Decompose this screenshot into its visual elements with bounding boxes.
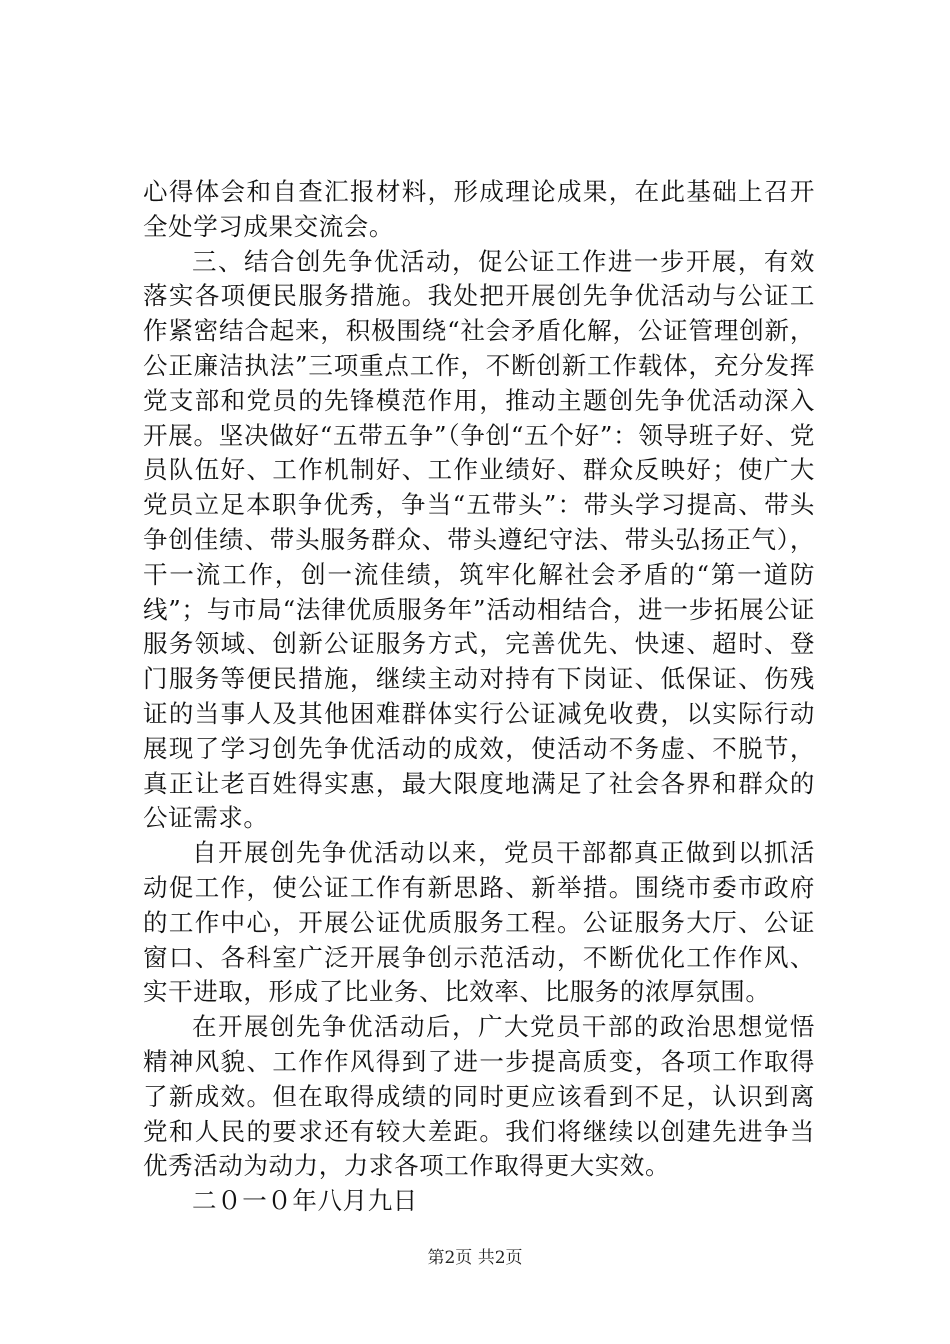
document-date: 二０一０年八月九日	[192, 1186, 418, 1216]
paragraph-section-three: 三、结合创先争优活动，促公证工作进一步开展，有效落实各项便民服务措施。我处把开展创先争优活动与公证工作紧密结合起来，积极围绕“社会矛盾化解，公证管理创新，公正廉洁执法”三项重点工作，不断创新工作载体，充分发挥党支部和党员的先锋模范作用，推动主题创先争优活动深入开展。坚决做好“五带五争”（争创“五个好”：领导班子好、党员队伍好、工作机制好、工作业绩好、群众反映好；使广大党员立足本职争优秀，争当“五带头”：带头学习提高、带头争创佳绩、带头服务群众、带头遵纪守法、带头弘扬正气），干一流工作，创一流佳绩，筑牢化解社会矛盾的“第一道防线”；与市局“法律优质服务年”活动相结合，进一步拓展公证服务领域、创新公证服务方式，完善优先、快速、超时、登门服务等便民措施，继续主动对持有下岗证、低保证、伤残证的当事人及其他困难群体实行公证减免收费，以实际行动展现了学习创先争优活动的成效，使活动不务虚、不脱节，真正让老百姓得实惠，最大限度地满足了社会各界和群众的公证需求。	[143, 246, 815, 833]
document-body	[143, 175, 815, 1219]
page-number-footer: 第2页 共2页	[427, 1248, 523, 1268]
paragraph-results: 自开展创先争优活动以来，党员干部都真正做到以抓活动促工作，使公证工作有新思路、新举措。围绕市委市政府的工作中心，开展公证优质服务工程。公证服务大厅、公证窗口、各科室广泛开展争创示范活动，不断优化工作作风、实干进取，形成了比业务、比效率、比服务的浓厚氛围。	[143, 838, 815, 1007]
paragraph-continuation: 心得体会和自查汇报材料，形成理论成果，在此基础上召开全处学习成果交流会。	[143, 177, 815, 241]
paragraph-conclusion: 在开展创先争优活动后，广大党员干部的政治思想觉悟精神风貌、工作作风得到了进一步提高质变，各项工作取得了新成效。但在取得成绩的同时更应该看到不足，认识到离党和人民的要求还有较大差距。我们将继续以创建先进争当优秀活动为动力，力求各项工作取得更大实效。	[143, 1012, 815, 1181]
